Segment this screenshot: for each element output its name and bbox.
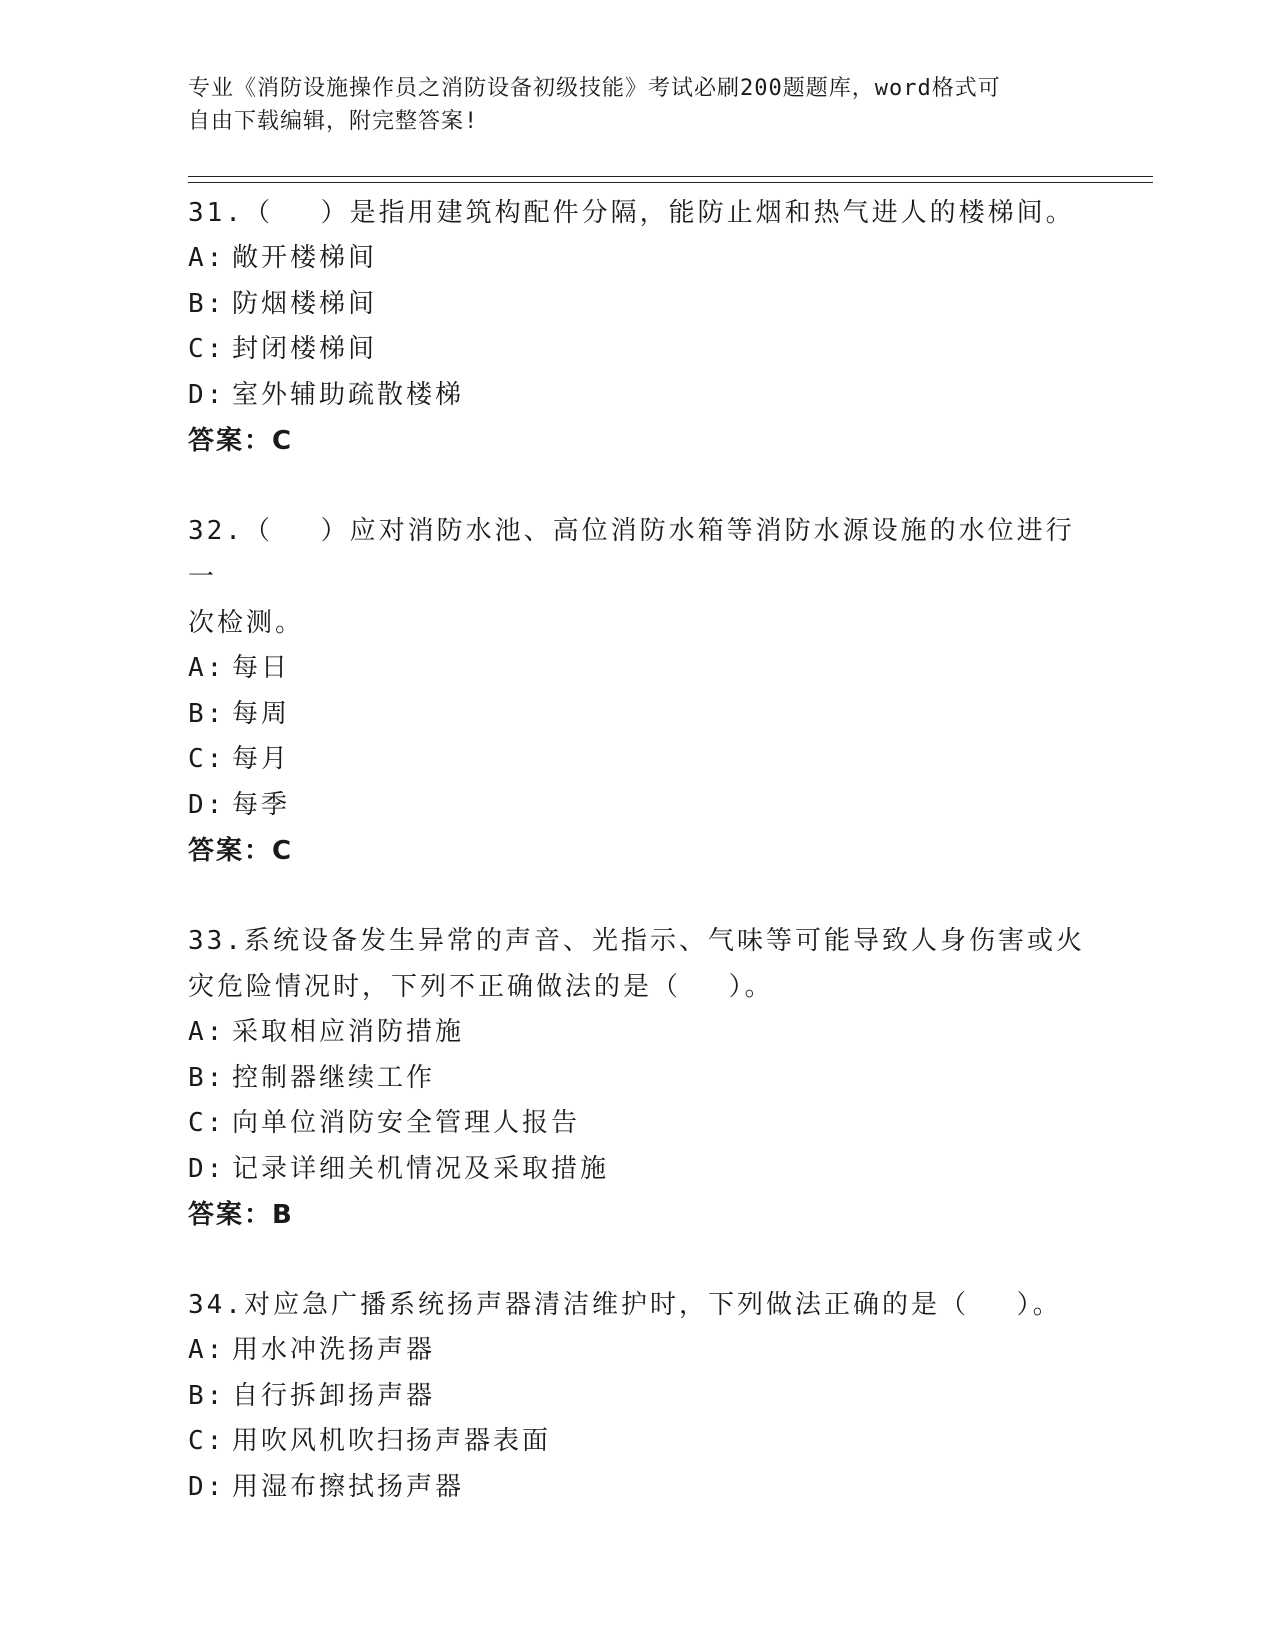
option-text: 室外辅助疏散楼梯 [232,379,465,410]
option-key: A: [188,1017,226,1047]
question-stem: 次检测。 [188,608,305,638]
option-key: D: [188,1471,226,1502]
answer-option [188,236,1088,282]
header-divider-top [188,176,1153,177]
option-key: D: [188,379,226,410]
answer-option [188,783,1088,829]
answer-option [188,1374,1088,1420]
option-key: B: [188,698,226,729]
option-text: 每周 [232,698,291,729]
option-text: 用吹风机吹扫扬声器表面 [232,1426,552,1456]
option-key: C: [188,334,226,364]
option-text: 用湿布擦拭扬声器 [232,1471,465,1502]
answer-option [188,692,1088,738]
option-text: 每月 [232,744,291,774]
document-header [188,72,1088,138]
answer-key: 答案：C [188,426,294,456]
option-text: 记录详细关机情况及采取措施 [232,1153,610,1184]
option-key: B: [188,1062,226,1093]
answer-option [188,1010,1088,1056]
question-block [188,190,1088,464]
answer-option [188,646,1088,692]
question-stem: 灾危险情况时，下列不正确做法的是（ ）。 [188,972,774,1002]
header-divider-bottom [188,182,1153,183]
answer-option [188,327,1088,373]
option-key: A: [188,653,226,683]
question-stem: 34.对应急广播系统扬声器清洁维护时，下列做法正确的是（ ）。 [188,1290,1062,1320]
option-key: D: [188,789,226,820]
question-block [188,918,1088,1238]
answer-option [188,282,1088,328]
answer-option [188,1056,1088,1102]
option-text: 自行拆卸扬声器 [232,1380,436,1411]
option-key: C: [188,744,226,774]
answer-option [188,737,1088,783]
option-text: 封闭楼梯间 [232,334,378,364]
header-line-1: 专业《消防设施操作员之消防设备初级技能》考试必刷200题题库，word格式可 [188,76,1001,101]
option-text: 每日 [232,653,291,683]
question-list [188,190,1088,1554]
option-key: C: [188,1108,226,1138]
answer-key: 答案：C [188,836,294,866]
answer-option [188,1419,1088,1465]
option-key: C: [188,1426,226,1456]
option-key: A: [188,1335,226,1365]
option-text: 用水冲洗扬声器 [232,1335,436,1365]
option-key: D: [188,1153,226,1184]
option-text: 每季 [232,789,291,820]
answer-key: 答案：B [188,1200,294,1230]
answer-option [188,373,1088,419]
question-block [188,508,1088,874]
answer-option [188,1328,1088,1374]
option-text: 向单位消防安全管理人报告 [232,1108,581,1138]
option-text: 敞开楼梯间 [232,243,378,273]
answer-option [188,1465,1088,1511]
question-stem: 33.系统设备发生异常的声音、光指示、气味等可能导致人身伤害或火 [188,926,1085,956]
option-text: 控制器继续工作 [232,1062,436,1093]
answer-option [188,1101,1088,1147]
option-key: B: [188,1380,226,1411]
option-text: 防烟楼梯间 [232,288,378,319]
question-stem: 31.（ ）是指用建筑构配件分隔，能防止烟和热气进人的楼梯间。 [188,198,1075,228]
answer-option [188,1147,1088,1193]
header-line-2: 自由下载编辑，附完整答案! [188,109,479,134]
question-stem: 32.（ ）应对消防水池、高位消防水箱等消防水源设施的水位进行一 [188,516,1075,592]
option-key: B: [188,288,226,319]
option-key: A: [188,243,226,273]
option-text: 采取相应消防措施 [232,1017,465,1047]
question-block [188,1282,1088,1510]
